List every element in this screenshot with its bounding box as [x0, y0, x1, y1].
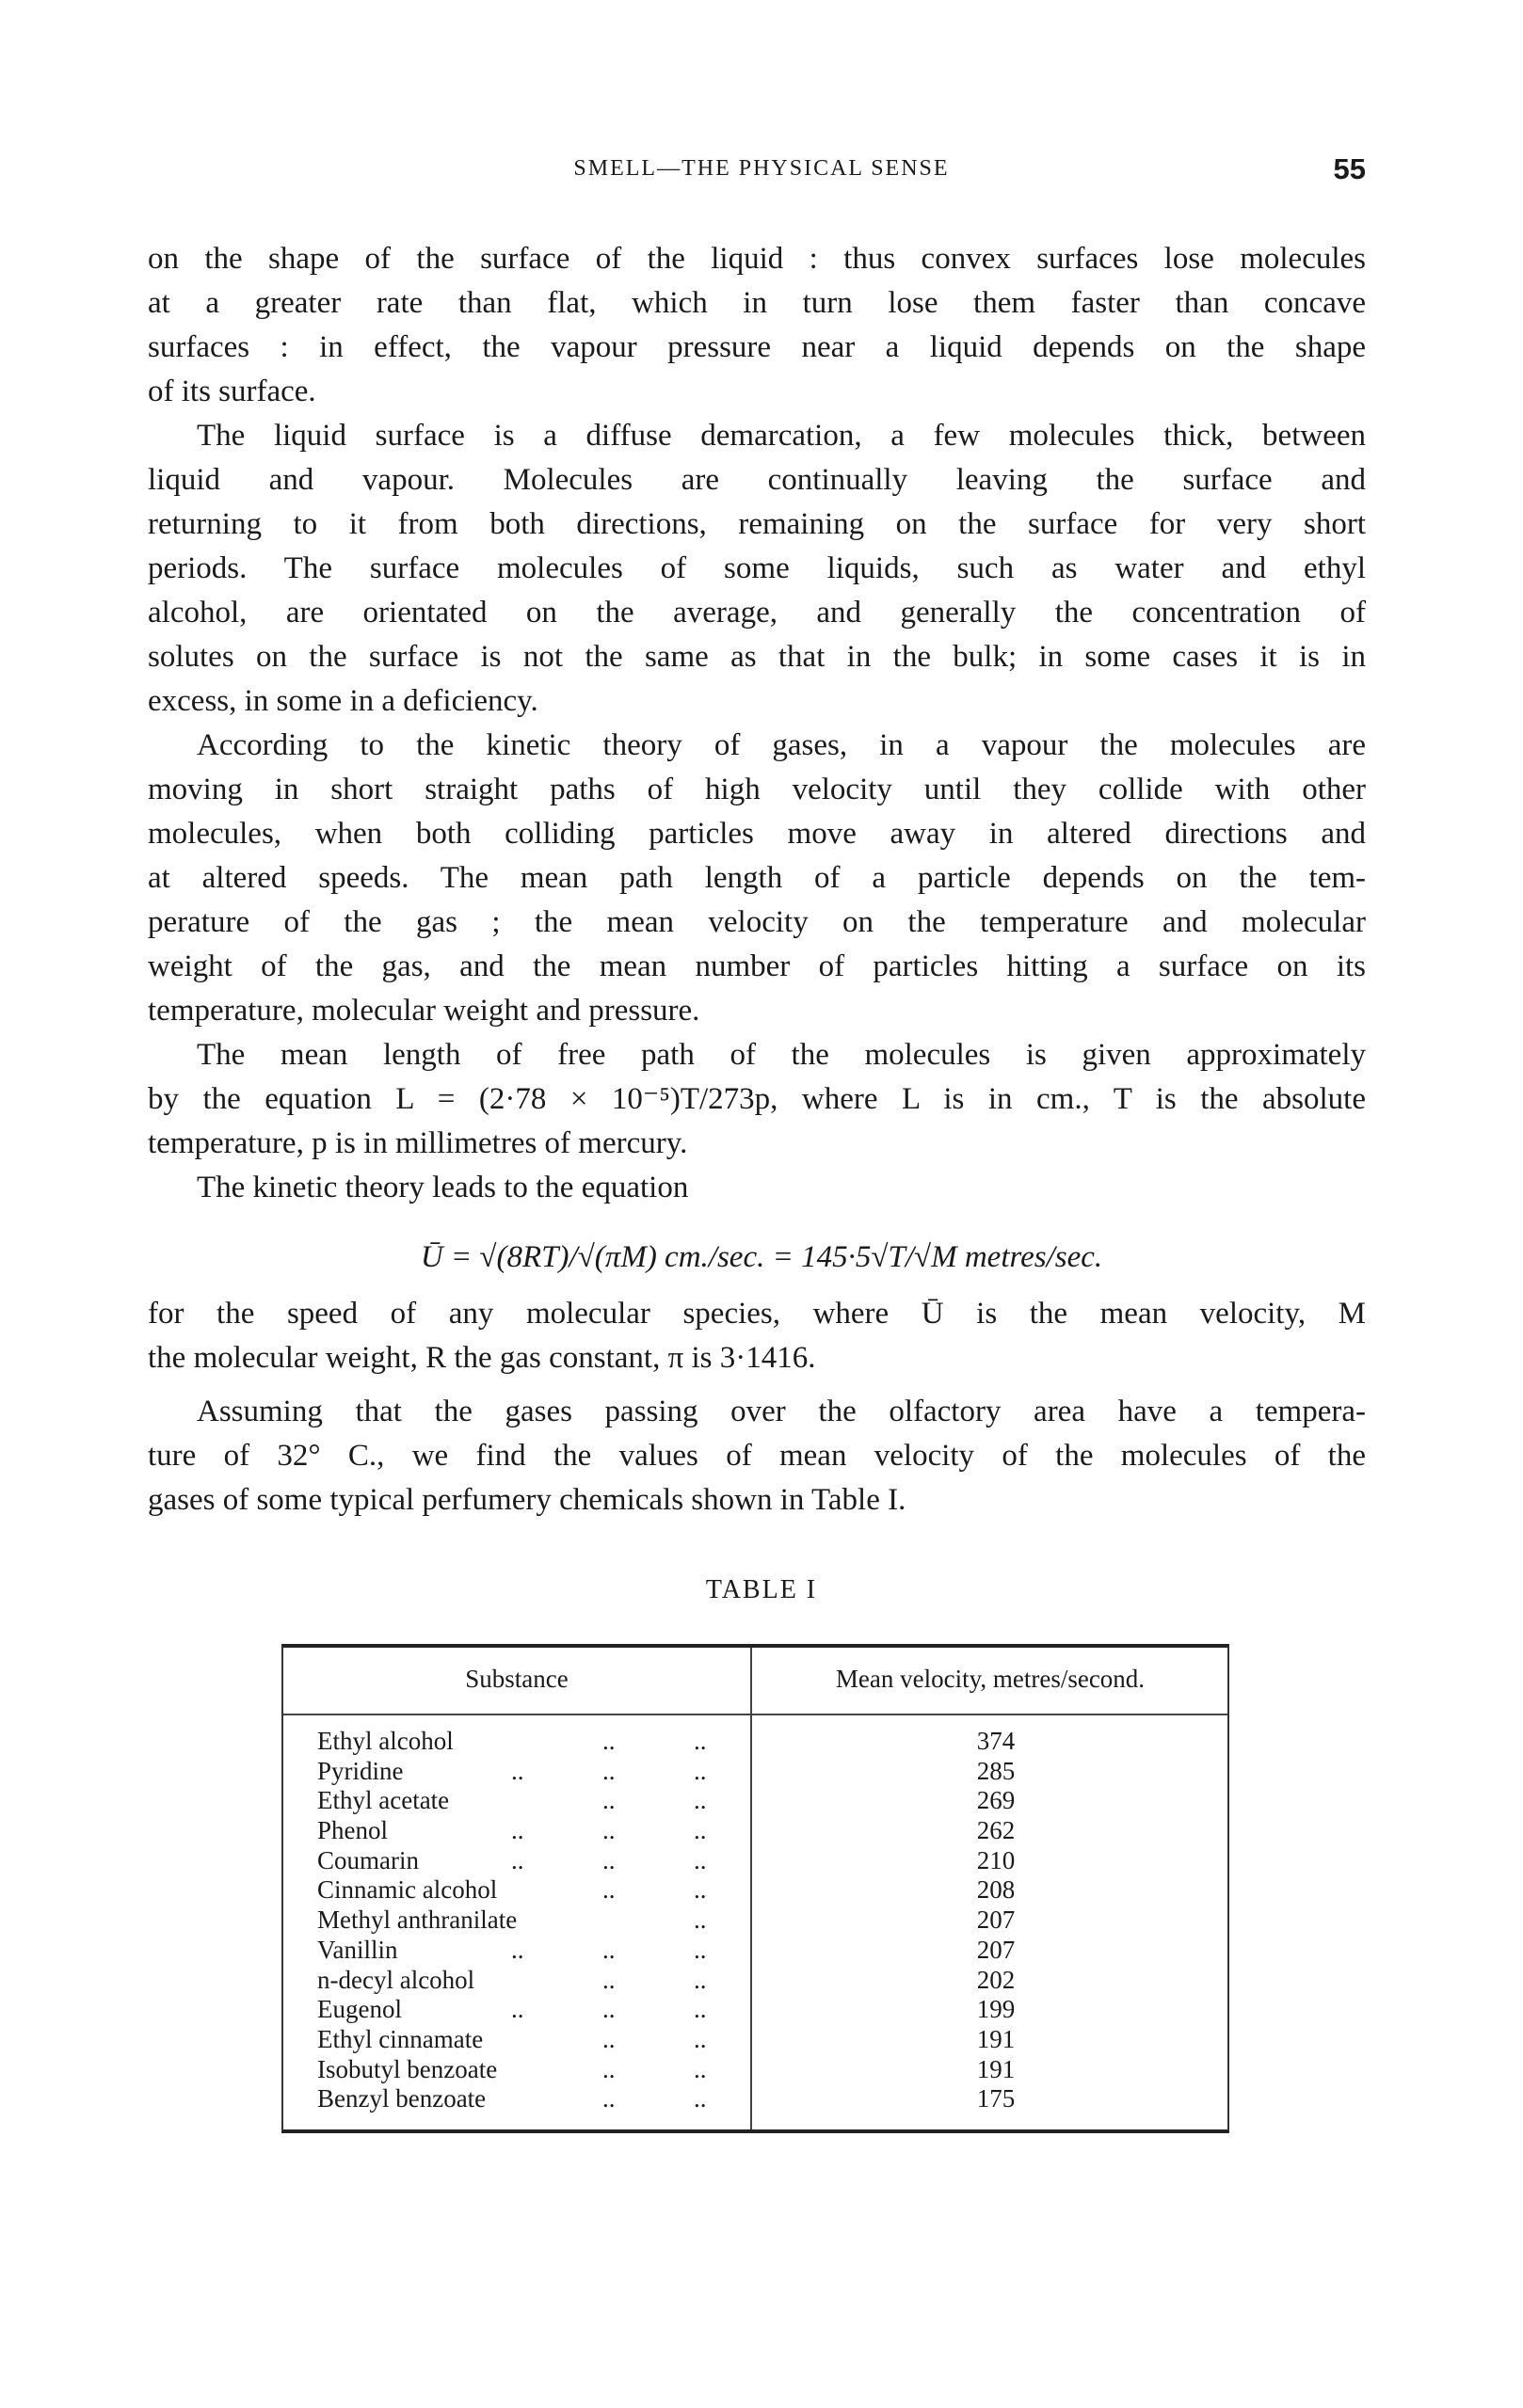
leader-dots: .. — [694, 1816, 707, 1845]
leader-dots: .. — [602, 1786, 616, 1815]
table-row — [283, 1875, 1227, 1906]
leader-dots: .. — [694, 1935, 707, 1964]
text-line: returning to it from both directions, remaining on the surface for very short — [148, 507, 1366, 541]
velocity-cell: 191 — [976, 2054, 1016, 2083]
text-line: molecules, when both colliding particles move away in altered directions and — [148, 817, 1366, 851]
table-body — [283, 1727, 1227, 2114]
body-text-bottom — [148, 1390, 1366, 1523]
table-row — [283, 2055, 1227, 2085]
leader-dots: .. — [694, 1965, 707, 1994]
text-line: at altered speeds. The mean path length of a particle depends on the tem- — [148, 861, 1366, 895]
leader-dots: .. — [511, 1756, 524, 1785]
table-row — [283, 1816, 1227, 1846]
table-row — [283, 1995, 1227, 2025]
velocity-cell: 208 — [976, 1875, 1016, 1905]
leader-dots: .. — [694, 1727, 707, 1755]
velocity-cell: 199 — [976, 1995, 1016, 2024]
text-line: surfaces : in effect, the vapour pressure near a liquid depends on the shape — [148, 330, 1366, 364]
header-velocity: Mean velocity, metres/second. — [835, 1665, 1146, 1693]
leader-dots: .. — [602, 1995, 616, 2024]
substance-cell: Ethyl cinnamate — [317, 2024, 484, 2053]
substance-cell: Coumarin — [317, 1845, 419, 1874]
text-line: for the speed of any molecular species, where Ū is the mean velocity, M — [148, 1297, 1366, 1331]
text-line: periods. The surface molecules of some liquids, such as water and ethyl — [148, 551, 1366, 585]
substance-cell: Isobutyl benzoate — [317, 2054, 498, 2083]
table-caption: TABLE I — [705, 1575, 818, 1604]
text-line: moving in short straight paths of high velocity until they collide with other — [148, 773, 1366, 806]
leader-dots: .. — [602, 2084, 616, 2113]
table-row — [283, 1906, 1227, 1936]
text-line: alcohol, are orientated on the average, and generally the concentration of — [148, 596, 1366, 630]
leader-dots: .. — [602, 2024, 616, 2053]
substance-cell: Cinnamic alcohol — [317, 1875, 498, 1905]
table-row — [283, 1846, 1227, 1876]
leader-dots: .. — [694, 2024, 707, 2053]
text-line: of its surface. — [148, 375, 316, 408]
leader-dots: .. — [694, 1875, 707, 1905]
body-text-top — [148, 237, 1366, 1210]
leader-dots: .. — [694, 1906, 707, 1935]
substance-cell: Vanillin — [317, 1935, 398, 1964]
substance-cell: Ethyl acetate — [317, 1786, 450, 1815]
velocity-cell: 207 — [976, 1906, 1016, 1935]
table-row — [283, 1966, 1227, 1996]
text-line: perature of the gas ; the mean velocity on the temperature and molecular — [148, 905, 1366, 939]
table-row — [283, 2084, 1227, 2114]
leader-dots: .. — [511, 1995, 524, 2024]
velocity-equation: Ū = √(8RT)/√(πM) cm./sec. = 145·5√T/√M metres/sec. — [420, 1240, 1103, 1274]
text-line: solutes on the surface is not the same as that in the bulk; in some cases it is in — [148, 640, 1366, 674]
table-row — [283, 1786, 1227, 1816]
substance-cell: Eugenol — [317, 1995, 402, 2024]
leader-dots: .. — [602, 1875, 616, 1905]
leader-dots: .. — [694, 2054, 707, 2083]
velocity-cell: 191 — [976, 2024, 1016, 2053]
text-line: at a greater rate than flat, which in turn lose them faster than concave — [148, 286, 1366, 320]
leader-dots: .. — [602, 1756, 616, 1785]
page-number: 55 — [1333, 152, 1366, 185]
leader-dots: .. — [694, 1845, 707, 1874]
text-line: temperature, p is in millimetres of mercury. — [148, 1126, 688, 1160]
table-row — [283, 1727, 1227, 1757]
substance-cell: Methyl anthranilate — [317, 1906, 518, 1935]
text-line: Assuming that the gases passing over the olfactory area have a tempera- — [197, 1395, 1366, 1428]
leader-dots: .. — [602, 1816, 616, 1845]
text-line: The liquid surface is a diffuse demarcation, a few molecules thick, between — [197, 419, 1366, 453]
velocity-cell: 202 — [976, 1965, 1016, 1994]
leader-dots: .. — [602, 1965, 616, 1994]
velocity-cell: 207 — [976, 1935, 1016, 1964]
leader-dots: .. — [511, 1935, 524, 1964]
velocity-cell: 269 — [976, 1786, 1016, 1815]
table-row — [283, 1757, 1227, 1787]
text-line: the molecular weight, R the gas constant, π is 3·1416. — [148, 1341, 816, 1375]
velocity-cell: 374 — [976, 1727, 1016, 1755]
leader-dots: .. — [602, 1845, 616, 1874]
text-line: The kinetic theory leads to the equation — [197, 1171, 689, 1204]
leader-dots: .. — [694, 1756, 707, 1785]
velocity-cell: 262 — [976, 1816, 1016, 1845]
text-line: The mean length of free path of the molecules is given approximately — [197, 1038, 1366, 1072]
leader-dots: .. — [694, 1995, 707, 2024]
substance-cell: n-decyl alcohol — [317, 1965, 475, 1994]
leader-dots: .. — [694, 2084, 707, 2113]
velocity-cell: 285 — [976, 1756, 1016, 1785]
velocity-cell: 210 — [976, 1845, 1016, 1874]
text-line: by the equation L = (2·78 × 10⁻⁵)T/273p, where L is in cm., T is the absolute — [148, 1082, 1366, 1116]
velocity-table — [281, 1644, 1229, 2133]
table-row — [283, 1936, 1227, 1966]
text-line: gases of some typical perfumery chemicals shown in Table I. — [148, 1483, 906, 1517]
text-line: ture of 32° C., we find the values of mean velocity of the molecules of the — [148, 1439, 1366, 1473]
text-line: on the shape of the surface of the liquid : thus convex surfaces lose molecules — [148, 242, 1366, 276]
leader-dots: .. — [694, 1786, 707, 1815]
leader-dots: .. — [602, 2054, 616, 2083]
velocity-cell: 175 — [976, 2084, 1016, 2113]
substance-cell: Ethyl alcohol — [317, 1727, 454, 1755]
leader-dots: .. — [511, 1845, 524, 1874]
text-line: weight of the gas, and the mean number of particles hitting a surface on its — [148, 949, 1366, 983]
table-row — [283, 2025, 1227, 2055]
header-substance: Substance — [465, 1665, 569, 1693]
leader-dots: .. — [511, 1816, 524, 1845]
leader-dots: .. — [602, 1727, 616, 1755]
body-text-middle — [148, 1292, 1366, 1380]
running-header: SMELL—THE PHYSICAL SENSE — [573, 156, 950, 181]
text-line: excess, in some in a deficiency. — [148, 684, 538, 718]
substance-cell: Phenol — [317, 1816, 389, 1845]
leader-dots: .. — [602, 1935, 616, 1964]
substance-cell: Benzyl benzoate — [317, 2084, 487, 2113]
text-line: temperature, molecular weight and pressure. — [148, 994, 700, 1028]
text-line: liquid and vapour. Molecules are continually leaving the surface and — [148, 463, 1366, 497]
substance-cell: Pyridine — [317, 1756, 404, 1785]
text-line: According to the kinetic theory of gases, in a vapour the molecules are — [197, 728, 1366, 762]
table-header-row — [283, 1648, 1227, 1715]
